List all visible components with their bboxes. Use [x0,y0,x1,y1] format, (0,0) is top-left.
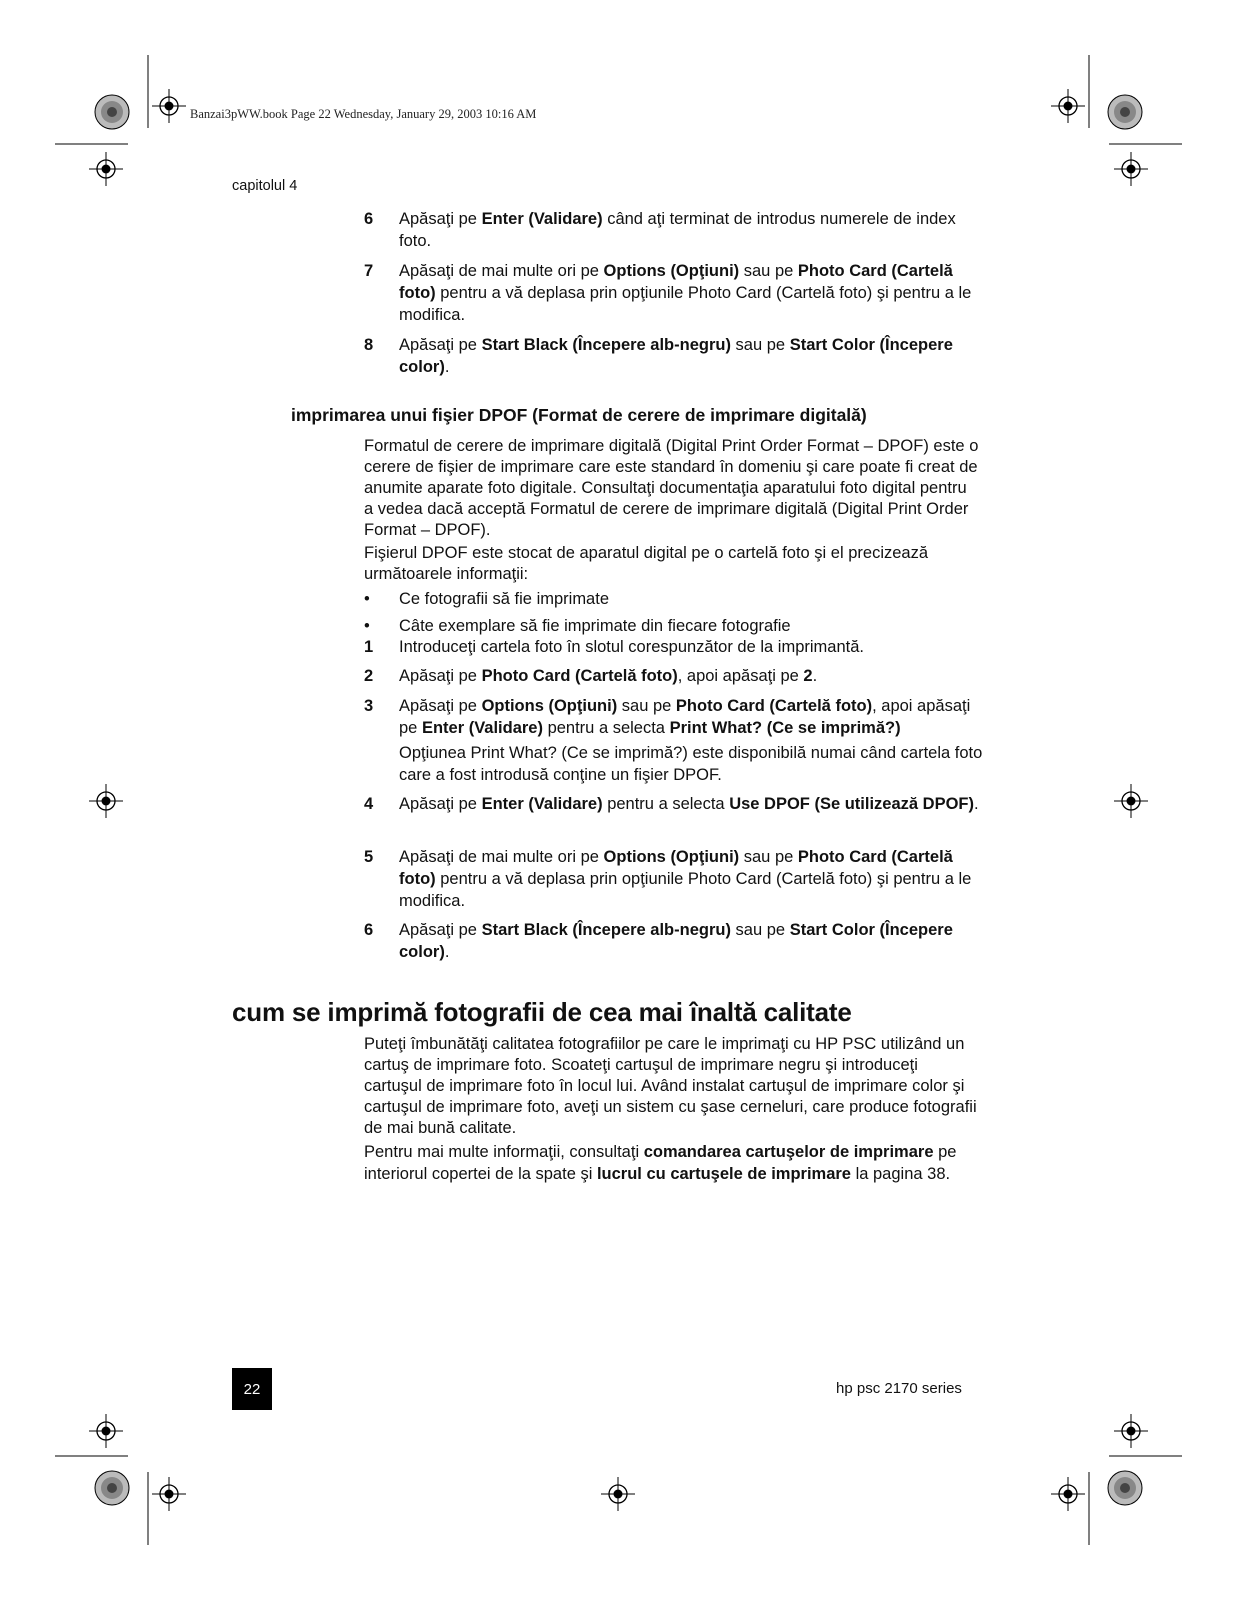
step-number: 4 [364,795,374,813]
book-header-line: Banzai3pWW.book Page 22 Wednesday, January 29, 2003 10:16 AM [190,107,537,121]
page-number-badge: 22 [232,1368,272,1410]
step-item [364,260,984,326]
crosshair-icon [89,784,123,818]
step-number: 8 [364,336,374,354]
dpof-intro-paragraph: Formatul de cerere de imprimare digitală (Digital Print Order Format – DPOF) este o cerere de fişier de imprimare care este standard în domeniu şi care poate fi creat de anumite aparate foto digitale. Consultaţi documentaţia aparatului foto digital pentru a vedea dacă acceptă Formatul de cerere de imprimare digitală (Digital Print Order Format – DPOF). [364,437,979,539]
bullet-marker: • [364,590,370,608]
step-item [364,846,984,912]
crosshair-icon [601,1477,635,1511]
dpof-heading: imprimarea unui fişier DPOF (Format de cerere de imprimare digitală) [291,405,867,425]
bullet-item [364,588,609,610]
bullet-item [364,615,791,637]
step-number: 5 [364,848,374,866]
step-number: 3 [364,697,374,715]
star-target-icon [1108,1471,1142,1505]
star-target-icon [95,95,129,129]
step-item [364,208,984,252]
crosshair-icon [152,1477,186,1511]
step-number: 6 [364,210,374,228]
step-text: Introduceţi cartela foto în slotul corespunzător de la imprimantă. [399,638,864,656]
step-text: Apăsaţi pe Start Black (Începere alb-negru) sau pe Start Color (Începere color). [399,921,953,961]
crosshair-icon [152,89,186,123]
crosshair-icon [89,1414,123,1448]
step-text: Apăsaţi pe Enter (Validare) când aţi terminat de introdus numerele de index foto. [399,210,956,250]
step-item [364,665,984,687]
bullet-text: Ce fotografii să fie imprimate [399,590,609,608]
quality-heading: cum se imprimă fotografii de cea mai înaltă calitate [232,997,852,1027]
quality-more-info-paragraph: Pentru mai multe informaţii, consultaţi comandarea cartuşelor de imprimare pe interiorul copertei de la spate şi lucrul cu cartuşele de imprimare la pagina 38. [364,1143,957,1183]
crosshair-icon [1051,89,1085,123]
bullet-marker: • [364,617,370,635]
step-text: Apăsaţi pe Photo Card (Cartelă foto), apoi apăsaţi pe 2. [399,667,818,685]
step-text: Apăsaţi de mai multe ori pe Options (Opţiuni) sau pe Photo Card (Cartelă foto) pentru a vă deplasa prin opţiunile Photo Card (Cartelă foto) şi pentru a le modifica. [399,262,972,324]
step-text: Apăsaţi pe Enter (Validare) pentru a selecta Use DPOF (Se utilizează DPOF). [399,795,979,813]
bullet-text: Câte exemplare să fie imprimate din fiecare fotografie [399,617,791,635]
step-number: 7 [364,262,374,280]
step-text: Apăsaţi pe Options (Opţiuni) sau pe Photo Card (Cartelă foto), apoi apăsaţi pe Enter (Validare) pentru a selecta Print What? (Ce se imprimă?) [399,697,971,737]
crosshair-icon [1114,152,1148,186]
product-name-footer: hp psc 2170 series [836,1380,962,1397]
crosshair-icon [1051,1477,1085,1511]
step-item [364,793,984,815]
step-item [364,742,984,786]
chapter-label: capitolul 4 [232,178,298,194]
quality-paragraph: Puteţi îmbunătăţi calitatea fotografiilor pe care le imprimaţi cu HP PSC utilizând un cartuş de imprimare foto. Scoateţi cartuşul de imprimare negru şi introduceţi cartuşul de imprimare foto în locul lui. Având instalat cartuşul de imprimare color şi cartuşul de imprimare foto, aveţi un sistem cu şase cerneluri, care produce fotografii de mai bună calitate. [364,1035,977,1137]
step-item [364,919,984,963]
dpof-info-paragraph: Fişierul DPOF este stocat de aparatul digital pe o cartelă foto şi el precizează următoarele informaţii: [364,544,929,583]
star-target-icon [95,1471,129,1505]
step-number: 6 [364,921,374,939]
step-item [364,695,984,739]
step-item [364,636,984,658]
step-text: Apăsaţi de mai multe ori pe Options (Opţiuni) sau pe Photo Card (Cartelă foto) pentru a vă deplasa prin opţiunile Photo Card (Cartelă foto) şi pentru a le modifica. [399,848,972,910]
crosshair-icon [89,152,123,186]
step-text: Apăsaţi pe Start Black (Începere alb-negru) sau pe Start Color (Începere color). [399,336,953,376]
step-text: Opţiunea Print What? (Ce se imprimă?) este disponibilă numai când cartela foto care a fost introdusă conţine un fişier DPOF. [399,744,983,784]
step-number: 2 [364,667,374,685]
crosshair-icon [1114,1414,1148,1448]
crosshair-icon [1114,784,1148,818]
star-target-icon [1108,95,1142,129]
step-number: 1 [364,638,374,656]
step-item [364,334,984,378]
